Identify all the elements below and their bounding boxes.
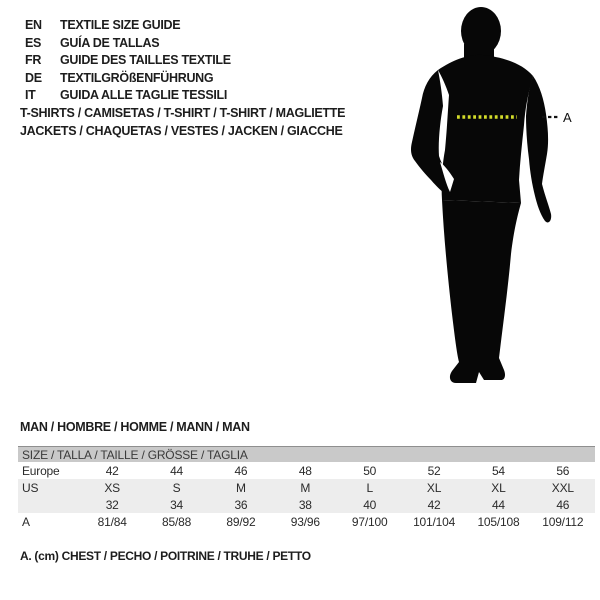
table-cell: 89/92 <box>226 514 256 529</box>
language-row <box>25 70 231 88</box>
table-cell: 97/100 <box>351 514 388 529</box>
table-cell: XXL <box>531 479 595 496</box>
table-cell: 42 <box>402 496 466 513</box>
table-cell: 50 <box>363 463 377 478</box>
category-list <box>20 104 345 140</box>
row-label: A <box>22 514 30 529</box>
language-row <box>25 87 231 105</box>
row-label: US <box>18 479 80 496</box>
table-cell: 34 <box>144 496 208 513</box>
table-cell: 32 <box>80 496 144 513</box>
table-header-row <box>18 447 595 463</box>
language-label: GUÍA DE TALLAS <box>60 35 160 50</box>
language-code: IT <box>25 88 36 102</box>
language-label: TEXTILGRÖßENFÜHRUNG <box>60 70 214 85</box>
table-cell: M <box>209 479 273 496</box>
table-cell: 38 <box>273 496 337 513</box>
table-cell: 54 <box>491 463 505 478</box>
category-line-tshirts: T-SHIRTS / CAMISETAS / T-SHIRT / T-SHIRT / MAGLIETTE <box>20 106 346 120</box>
language-list <box>25 17 231 105</box>
table-cell: 46 <box>234 463 248 478</box>
table-header-label: SIZE / TALLA / TAILLE / GRÖSSE / TAGLIA <box>18 447 595 463</box>
measure-label-a: A <box>563 110 572 125</box>
row-label: Europe <box>22 463 60 478</box>
man-silhouette <box>398 4 578 396</box>
language-label: TEXTILE SIZE GUIDE <box>60 18 181 32</box>
size-table <box>18 446 595 530</box>
table-cell: 48 <box>298 463 312 478</box>
language-label: GUIDE DES TAILLES TEXTILE <box>60 53 231 67</box>
silhouette-shapes <box>411 7 551 383</box>
table-cell: XL <box>402 479 466 496</box>
table-cell: 52 <box>427 463 441 478</box>
man-figure <box>398 4 578 396</box>
language-row <box>25 35 231 53</box>
table-row-us <box>18 479 595 496</box>
table-cell: 36 <box>209 496 273 513</box>
table-cell: 46 <box>531 496 595 513</box>
table-row-numeric <box>18 496 595 513</box>
language-code: FR <box>25 53 42 67</box>
row-label <box>18 496 80 513</box>
table-cell: 109/112 <box>542 514 584 529</box>
language-code: DE <box>25 70 42 85</box>
language-row <box>25 17 231 35</box>
table-cell: XL <box>466 479 530 496</box>
language-label: GUIDA ALLE TAGLIE TESSILI <box>60 88 228 102</box>
table-cell: 93/96 <box>290 514 320 529</box>
table-cell: 44 <box>466 496 530 513</box>
silhouette-right-arm <box>526 76 551 222</box>
table-cell: M <box>273 479 337 496</box>
table-cell: 56 <box>556 463 570 478</box>
table-cell: 81/84 <box>97 514 127 529</box>
table-cell: 44 <box>170 463 184 478</box>
table-cell: 85/88 <box>162 514 192 529</box>
language-code: ES <box>25 35 42 50</box>
section-title: MAN / HOMBRE / HOMME / MANN / MAN <box>20 420 250 434</box>
silhouette-legs <box>442 200 521 383</box>
table-cell: 42 <box>105 463 119 478</box>
language-code: EN <box>25 18 42 32</box>
table-cell: XS <box>80 479 144 496</box>
language-row <box>25 52 231 70</box>
table-cell: 40 <box>338 496 402 513</box>
table-row-europe <box>18 462 595 479</box>
table-row-chest-a <box>18 513 595 530</box>
table-cell: S <box>144 479 208 496</box>
measurement-footnote: A. (cm) CHEST / PECHO / POITRINE / TRUHE / PETTO <box>20 549 311 563</box>
category-line-jackets: JACKETS / CHAQUETAS / VESTES / JACKEN / GIACCHE <box>20 124 343 138</box>
table-cell: L <box>338 479 402 496</box>
table-cell: 101/104 <box>413 514 456 529</box>
table-cell: 105/108 <box>477 514 520 529</box>
